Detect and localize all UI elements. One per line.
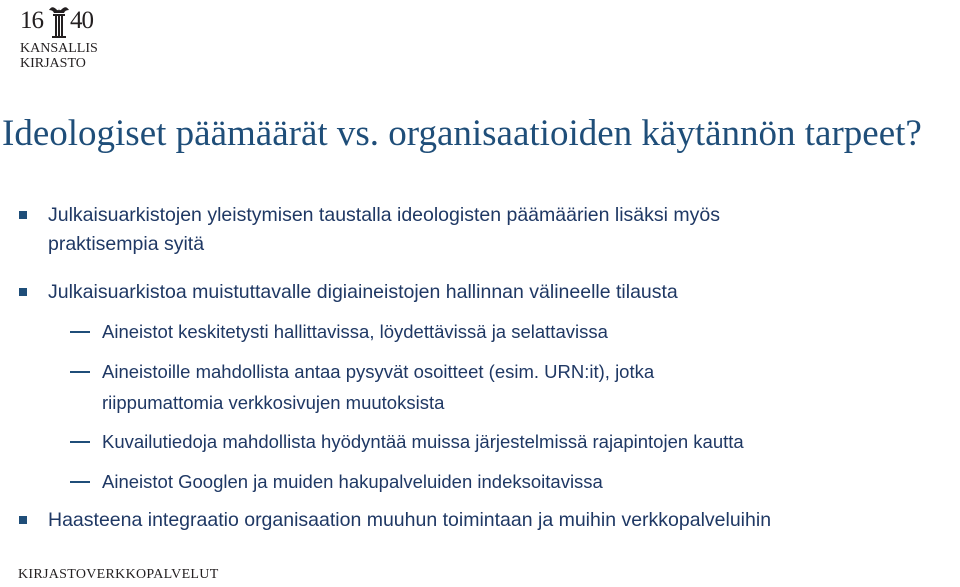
bullet-item xyxy=(48,506,771,535)
sub-bullet-continuation xyxy=(102,388,444,418)
dash-bullet-icon xyxy=(70,331,90,333)
sub-bullet-text-line: Aineistoille mahdollista antaa pysyvät osoitteet (esim. URN:it), jotka xyxy=(102,361,655,382)
logo-year-right: 40 xyxy=(70,7,93,34)
logo-text-line-1: KANSALLIS xyxy=(20,41,98,56)
bullet-text-line: Julkaisuarkistoa muistuttavalle digiaineistojen hallinnan välineelle tilausta xyxy=(48,281,678,303)
sub-bullet-item xyxy=(102,467,603,497)
bullet-text-line: Julkaisuarkistojen yleistymisen taustalla ideologisten päämäärien lisäksi myös xyxy=(48,204,720,226)
logo-text-line-2: KIRJASTO xyxy=(20,56,86,71)
dash-bullet-icon xyxy=(70,481,90,483)
dash-bullet-icon xyxy=(70,371,90,373)
square-bullet-icon xyxy=(19,516,27,524)
sub-bullet-item xyxy=(102,357,654,387)
bullet-text-line: Haasteena integraatio organisaation muuhun toimintaan ja muihin verkkopalveluihin xyxy=(48,509,772,531)
sub-bullet-item xyxy=(102,427,744,457)
square-bullet-icon xyxy=(19,288,27,296)
square-bullet-icon xyxy=(19,211,27,219)
sub-bullet-text-line: Aineistot Googlen ja muiden hakupalveluiden indeksoitavissa xyxy=(102,471,603,492)
sub-bullet-text-line: riippumattomia verkkosivujen muutoksista xyxy=(102,392,445,413)
bullet-text-line: praktisempia syitä xyxy=(48,233,205,255)
slide-title: Ideologiset päämäärät vs. organisaatioiden käytännön tarpeet? xyxy=(2,113,922,154)
sub-bullet-text-line: Aineistot keskitetysti hallittavissa, löydettävissä ja selattavissa xyxy=(102,321,608,342)
bullet-item xyxy=(48,278,678,307)
dash-bullet-icon xyxy=(70,441,90,443)
sub-bullet-item xyxy=(102,317,608,347)
footer-text: KIRJASTOVERKKOPALVELUT xyxy=(18,567,219,582)
logo-year-left: 16 xyxy=(20,7,43,34)
sub-bullet-text-line: Kuvailutiedoja mahdollista hyödyntää muissa järjestelmissä rajapintojen kautta xyxy=(102,431,744,452)
bullet-item xyxy=(48,201,720,259)
